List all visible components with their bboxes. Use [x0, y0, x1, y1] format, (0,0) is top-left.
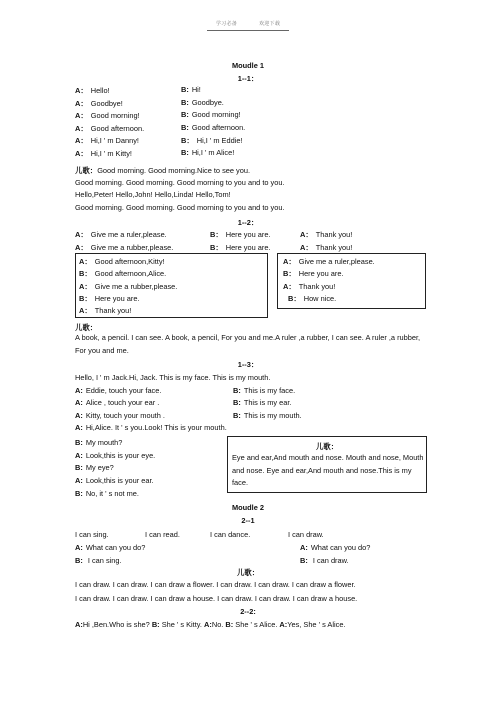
can-dialog-c-0-speaker: A:	[300, 543, 308, 552]
who-segment-speaker-2: A:	[204, 620, 212, 629]
section-1-2-title: 1--2：	[237, 218, 259, 227]
song1-line-0: Good morning. Good morning. Good morning to you and to you.	[75, 177, 285, 187]
give-line-b-1-speaker: B：	[210, 242, 223, 252]
who-segment-speaker-1: B:	[151, 620, 160, 629]
can-dialog-a-0	[75, 543, 145, 552]
give-line-c-0	[300, 229, 352, 240]
dialog-line-a-4-text: Hi,I ' m Danny!	[90, 136, 139, 145]
dialog-line-b-3-text: Good afternoon.	[191, 122, 246, 132]
touch-line-b-1-speaker: B:	[233, 385, 241, 395]
page-header	[0, 20, 496, 27]
give-line-b-0	[210, 229, 271, 240]
song-2-label: 儿歌：	[236, 568, 260, 577]
box-left-line-1-text: Good afternoon,Alice.	[94, 269, 167, 279]
touch-line-b-2-text: This is my ear.	[243, 398, 292, 407]
dialog-line-b-4-text: Hi,I ' m Eddie!	[196, 136, 243, 145]
dialog-line-b-1-speaker: B:	[181, 97, 189, 107]
touch-line-a-2-text: Alice , touch your ear .	[85, 398, 160, 407]
dialog-line-a-0	[75, 85, 110, 96]
box-right-line-3-text: How nice.	[303, 293, 337, 303]
dialog-box-right	[277, 253, 426, 309]
give-line-c-1-text: Thank you!	[315, 242, 353, 252]
touch-line-b-3-text: This is my mouth.	[243, 410, 302, 420]
dialog-line-b-0-speaker: B:	[181, 85, 189, 94]
touch-line-a-1-text: Eddie, touch your face.	[85, 385, 162, 395]
box-left-line-3	[79, 293, 140, 304]
dialog-line-a-2	[75, 110, 140, 121]
dialog-line-b-5-text: Hi,I ' m Alice!	[191, 147, 235, 157]
give-line-b-1-text: Here you are.	[225, 242, 271, 252]
mouth-line-2	[75, 463, 114, 472]
mouth-line-2-speaker: B:	[75, 463, 83, 473]
box-right-line-1-text: Here you are.	[298, 269, 344, 279]
box-left-line-0-text: Good afternoon,Kitty!	[94, 257, 165, 266]
dialog-line-b-3-speaker: B:	[181, 122, 189, 132]
box-left-line-3-text: Here you are.	[94, 293, 140, 303]
box-right-line-2-text: Thank you!	[298, 281, 336, 291]
touch-line-a-2-speaker: A:	[75, 398, 83, 407]
dialog-line-a-0-speaker: A：	[75, 86, 88, 95]
touch-line-b-3	[233, 411, 302, 420]
dialog-line-b-5-speaker: B:	[181, 147, 189, 157]
touch-line-a-1	[75, 386, 161, 395]
dialog-line-b-1	[181, 98, 224, 107]
mouth-line-4-speaker: B:	[75, 488, 83, 498]
box-left-line-3-speaker: B：	[79, 293, 92, 303]
dialog-line-a-5-speaker: A：	[75, 148, 88, 158]
section-2-2-title: 2--2:	[240, 607, 256, 616]
section-1-1-title: 1--1：	[237, 74, 259, 83]
dialog-line-b-0	[181, 85, 201, 94]
give-line-c-1-speaker: A：	[300, 242, 313, 252]
give-line-c-0-speaker: A：	[300, 230, 313, 239]
box-left-line-2	[79, 281, 177, 292]
touch-line-b-2-speaker: B:	[233, 398, 241, 407]
touch-line-a-4	[75, 423, 227, 432]
song1-line-2: Good morning. Good morning. Good morning to you and to you.	[75, 202, 285, 212]
box-left-line-0	[79, 256, 165, 267]
can-dialog-c-0	[300, 543, 370, 552]
header-left: 学习必备	[215, 21, 238, 27]
dialog-line-b-1-text: Goodbye.	[191, 97, 224, 107]
touch-line-b-1	[233, 386, 295, 395]
give-line-a-1-text: Give me a rubber,please.	[90, 242, 174, 252]
who-segment-text-2: No.	[211, 620, 226, 629]
who-segment-1	[152, 620, 204, 629]
touch-line-a-3-speaker: A:	[75, 410, 83, 420]
module1-title: Moudle 1	[231, 61, 265, 70]
give-line-a-0	[75, 229, 167, 240]
touch-line-a-0	[75, 373, 270, 382]
song1-line-1: Hello,Peter! Hello,John! Hello,Linda! Hello,Tom!	[75, 190, 231, 199]
dialog-line-b-4	[181, 135, 243, 146]
box-right-line-3	[288, 293, 336, 304]
can-phrase-3: I can draw.	[288, 530, 324, 539]
who-segment-speaker-3: B:	[225, 620, 234, 629]
dialog-line-a-1-speaker: A：	[75, 98, 88, 108]
give-line-c-0-text: Thank you!	[315, 230, 353, 239]
section-2-2-dialog	[75, 620, 345, 629]
who-segment-0	[75, 620, 152, 629]
song3-text: Eye and ear,And mouth and nose. Mouth and nose, Mouth and nose. Eye and ear,And mouth and nose.This is my face.	[232, 453, 424, 487]
mouth-line-2-text: My eye?	[85, 463, 114, 473]
who-segment-4	[279, 620, 345, 629]
dialog-line-b-0-text: Hi!	[191, 85, 201, 94]
can-dialog-c-1-speaker: B:	[300, 556, 308, 565]
song2-label: 儿歌：	[75, 323, 98, 332]
box-right-line-0-speaker: A：	[283, 257, 296, 266]
module2-title: Moudle 2	[231, 503, 265, 512]
dialog-line-b-3	[181, 123, 245, 132]
touch-line-b-2	[233, 398, 291, 407]
section-2-1-title: 2--1	[241, 516, 255, 525]
mouth-line-0-text: My mouth?	[85, 438, 123, 447]
can-dialog-c-1-text: I can draw.	[310, 556, 349, 565]
can-dialog-a-0-text: What can you do?	[85, 543, 146, 552]
box-left-line-0-speaker: A：	[79, 257, 92, 266]
can-phrase-2: I can dance.	[210, 530, 251, 539]
dialog-box-left	[75, 253, 268, 318]
dialog-line-a-4	[75, 135, 139, 146]
dialog-line-a-2-speaker: A：	[75, 111, 88, 120]
give-line-b-1	[210, 242, 271, 253]
give-line-a-1-speaker: A：	[75, 242, 88, 252]
touch-line-b-1-text: This is my face.	[243, 385, 296, 395]
give-line-b-0-speaker: B：	[210, 230, 223, 239]
can-dialog-a-0-speaker: A:	[75, 543, 83, 552]
can-dialog-a-1-text: I can sing.	[85, 556, 122, 565]
mouth-line-0	[75, 438, 122, 447]
give-line-a-0-speaker: A：	[75, 230, 88, 239]
dialog-line-b-5	[181, 148, 234, 157]
song3-box	[227, 436, 427, 493]
draw-song-line-1: I can draw. I can draw. I can draw a house. I can draw. I can draw. I can draw a house.	[75, 593, 358, 603]
dialog-line-b-4-speaker: B：	[181, 136, 194, 145]
box-left-line-2-text: Give me a rubber,please.	[94, 281, 178, 291]
can-dialog-a-1-speaker: B:	[75, 556, 83, 565]
box-left-line-2-speaker: A：	[79, 281, 92, 291]
who-segment-2	[204, 620, 225, 629]
section-1-3-title: 1--3：	[237, 360, 259, 369]
give-line-a-0-text: Give me a ruler,please.	[90, 230, 167, 239]
box-left-line-4-text: Thank you!	[94, 306, 132, 316]
give-line-b-0-text: Here you are.	[225, 230, 271, 239]
dialog-line-a-5	[75, 148, 132, 159]
dialog-line-b-2-speaker: B:	[181, 110, 189, 119]
mouth-line-4-text: No, it ' s not me.	[85, 488, 139, 498]
touch-line-a-3	[75, 411, 165, 420]
can-dialog-a-1	[75, 556, 122, 565]
song1-first-line: Good morning. Good morning.Nice to see you.	[97, 166, 251, 175]
dialog-line-a-4-speaker: A：	[75, 136, 88, 145]
box-right-line-2-speaker: A：	[283, 281, 296, 291]
song2-text: A book, a pencil. I can see. A book, a pencil, For you and me.A ruler ,a rubber, I can see. A ruler ,a rubber, For you and me.	[75, 333, 421, 355]
mouth-line-1	[75, 451, 155, 460]
mouth-line-0-speaker: B:	[75, 438, 83, 447]
touch-line-a-2	[75, 398, 159, 407]
box-right-line-1	[283, 268, 344, 279]
box-left-line-1	[79, 268, 166, 279]
can-phrase-1: I can read.	[145, 530, 180, 539]
dialog-line-a-0-text: Hello!	[90, 86, 110, 95]
give-line-c-1	[300, 242, 352, 253]
box-right-line-1-speaker: B：	[283, 269, 296, 279]
touch-line-a-0-text: Hello, I ' m Jack.Hi, Jack. This is my face. This is my mouth.	[75, 373, 271, 382]
who-segment-3	[225, 620, 279, 629]
song3-label: 儿歌：	[315, 442, 339, 451]
touch-line-a-3-text: Kitty, touch your mouth .	[85, 410, 165, 420]
mouth-line-1-speaker: A:	[75, 450, 83, 460]
header-right: 欢迎下载	[258, 21, 281, 27]
box-right-line-2	[283, 281, 335, 292]
dialog-line-b-2	[181, 110, 241, 119]
dialog-line-a-3-text: Good afternoon.	[90, 123, 145, 133]
touch-line-a-1-speaker: A:	[75, 385, 83, 395]
dialog-line-a-3-speaker: A：	[75, 123, 88, 133]
box-left-line-1-speaker: B：	[79, 269, 92, 279]
can-dialog-c-1	[300, 556, 349, 565]
dialog-line-a-3	[75, 123, 144, 134]
who-segment-text-0: Hi ,Ben.Who is she?	[82, 620, 152, 629]
box-right-line-0-text: Give me a ruler,please.	[298, 257, 375, 266]
mouth-line-3	[75, 476, 154, 485]
box-right-line-0	[283, 256, 375, 267]
dialog-line-b-2-text: Good morning!	[191, 110, 241, 119]
who-segment-speaker-0: A:	[75, 620, 83, 629]
song1	[75, 165, 250, 176]
give-line-a-1	[75, 242, 173, 253]
dialog-line-a-1	[75, 98, 123, 109]
mouth-line-4	[75, 489, 139, 498]
header-rule	[207, 30, 289, 31]
who-segment-text-4: Yes, She ' s Alice.	[287, 620, 346, 629]
touch-line-b-3-speaker: B:	[233, 410, 241, 420]
who-segment-text-3: She ' s Alice.	[233, 620, 280, 629]
touch-line-a-4-text: Hi,Alice. It ' s you.Look! This is your mouth.	[85, 423, 227, 432]
draw-song-line-0: I can draw. I can draw. I can draw a flower. I can draw. I can draw. I can draw a flower.	[75, 580, 356, 589]
mouth-line-1-text: Look,this is your eye.	[85, 450, 156, 460]
mouth-line-3-speaker: A:	[75, 476, 83, 486]
box-right-line-3-speaker: B：	[288, 293, 301, 303]
mouth-line-3-text: Look,this is your ear.	[85, 476, 154, 486]
who-segment-speaker-4: A:	[279, 620, 288, 629]
box-left-line-4	[79, 305, 131, 316]
song1-label: 儿歌：	[75, 166, 98, 175]
can-phrase-0: I can sing.	[75, 530, 109, 539]
box-left-line-4-speaker: A：	[79, 306, 92, 316]
touch-line-a-4-speaker: A:	[75, 423, 83, 432]
dialog-line-a-5-text: Hi,I ' m Kitty!	[90, 148, 132, 158]
dialog-line-a-1-text: Goodbye!	[90, 98, 123, 108]
who-segment-text-1: She ' s Kitty.	[159, 620, 205, 629]
can-dialog-c-0-text: What can you do?	[310, 543, 371, 552]
dialog-line-a-2-text: Good morning!	[90, 111, 140, 120]
